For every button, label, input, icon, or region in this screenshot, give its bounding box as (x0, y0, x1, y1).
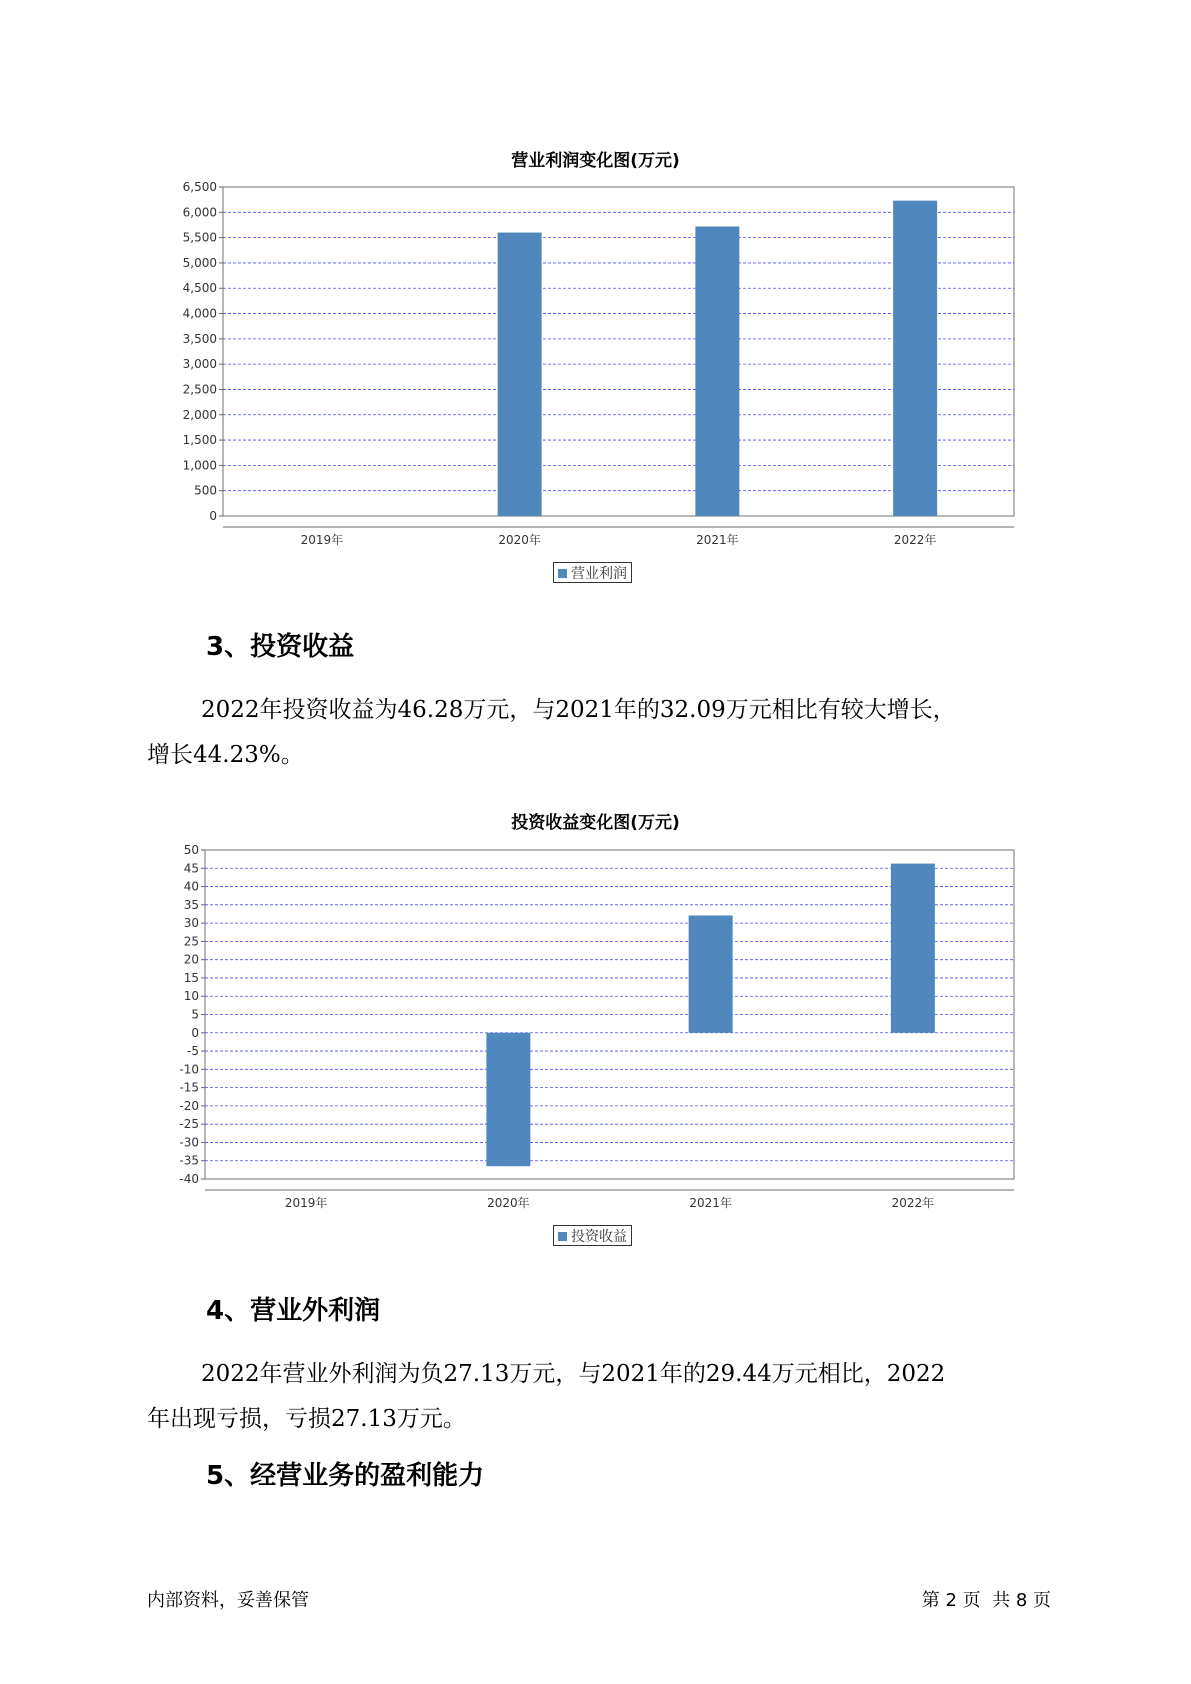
chart1-y-tick-label: 5,500 (182, 230, 217, 245)
chart1-x-tick-label: 2022年 (893, 533, 937, 547)
chart2-y-tick-label: 50 (183, 843, 199, 857)
footer-page-number: 第 2 页 共 8 页 (921, 1590, 1051, 1611)
chart1-y-tick-label: 1,000 (182, 458, 217, 473)
chart1-title: 营业利润变化图(万元) (511, 151, 680, 171)
chart2-x-tick-label: 2022年 (891, 1196, 935, 1210)
chart2-bar (891, 864, 935, 1033)
chart2-y-tick-label: 30 (183, 916, 199, 931)
chart2-y-tick-label: 40 (183, 879, 199, 894)
chart2-bar (486, 1033, 530, 1166)
chart2-x-tick-label: 2021年 (689, 1196, 732, 1210)
chart2-y-tick-label: -15 (179, 1080, 199, 1095)
chart2-y-tick-label: -20 (179, 1098, 199, 1113)
chart1-x-tick-label: 2019年 (300, 533, 344, 547)
chart2-legend-label: 投资收益 (571, 1229, 627, 1245)
chart2-y-tick-label: -30 (179, 1135, 199, 1150)
chart1-y-tick-label: 3,500 (182, 331, 217, 346)
chart1-y-tick-label: 5,000 (182, 255, 217, 270)
chart1-y-tick-label: 6,000 (182, 205, 217, 220)
chart2-y-tick-label: 15 (183, 970, 199, 985)
section4-line1: 2022年营业外利润为负27.13万元，与2021年的29.44万元相比，2022 (201, 1361, 946, 1387)
chart2-y-tick-label: 20 (183, 952, 199, 967)
chart2-y-tick-label: 10 (183, 989, 199, 1004)
chart1-y-tick-label: 2,500 (182, 382, 217, 397)
chart1-y-tick-label: 0 (209, 509, 217, 523)
chart1-legend-label: 营业利润 (571, 566, 627, 582)
section3-line2: 增长44.23%。 (147, 742, 304, 768)
chart2-y-tick-label: -5 (187, 1044, 199, 1059)
chart1-x-tick-label: 2020年 (498, 533, 541, 547)
chart2-title: 投资收益变化图(万元) (511, 813, 680, 833)
chart2-bar (689, 915, 733, 1032)
chart2-y-tick-label: 25 (183, 934, 199, 949)
legend-swatch-icon (558, 1232, 567, 1241)
chart2-y-tick-label: -25 (179, 1117, 199, 1132)
chart2-x-tick-label: 2020年 (487, 1196, 530, 1210)
chart1-y-tick-label: 3,000 (182, 357, 217, 372)
chart2-x-tick-label: 2019年 (284, 1196, 328, 1210)
chart2-y-tick-label: 5 (191, 1007, 199, 1022)
chart2-y-tick-label: -35 (179, 1153, 199, 1168)
section4-heading: 4、营业外利润 (206, 1296, 381, 1326)
chart1-y-tick-label: 6,500 (182, 180, 217, 194)
section3-line1: 2022年投资收益为46.28万元，与2021年的32.09万元相比有较大增长， (201, 697, 956, 723)
chart1-y-tick-label: 500 (194, 483, 217, 498)
chart2-y-tick-label: -10 (179, 1062, 199, 1077)
footer-left: 内部资料，妥善保管 (147, 1590, 309, 1611)
chart2-y-tick-label: 45 (183, 861, 199, 876)
chart2-y-tick-label: 35 (183, 897, 199, 912)
section3-heading: 3、投资收益 (206, 632, 355, 662)
chart1-y-tick-label: 4,000 (182, 306, 217, 321)
chart2-y-tick-label: -40 (179, 1172, 199, 1186)
section4-paragraph (147, 1352, 1047, 1442)
chart1-y-tick-label: 1,500 (182, 433, 217, 448)
chart1-y-tick-label: 2,000 (182, 407, 217, 422)
chart2-legend (553, 1225, 632, 1246)
chart1-x-tick-label: 2021年 (696, 533, 739, 547)
chart1-y-tick-label: 4,500 (182, 281, 217, 296)
section5-heading: 5、经营业务的盈利能力 (206, 1461, 485, 1491)
section4-line2: 年出现亏损，亏损27.13万元。 (147, 1406, 466, 1432)
chart2-y-tick-label: 0 (191, 1025, 199, 1040)
